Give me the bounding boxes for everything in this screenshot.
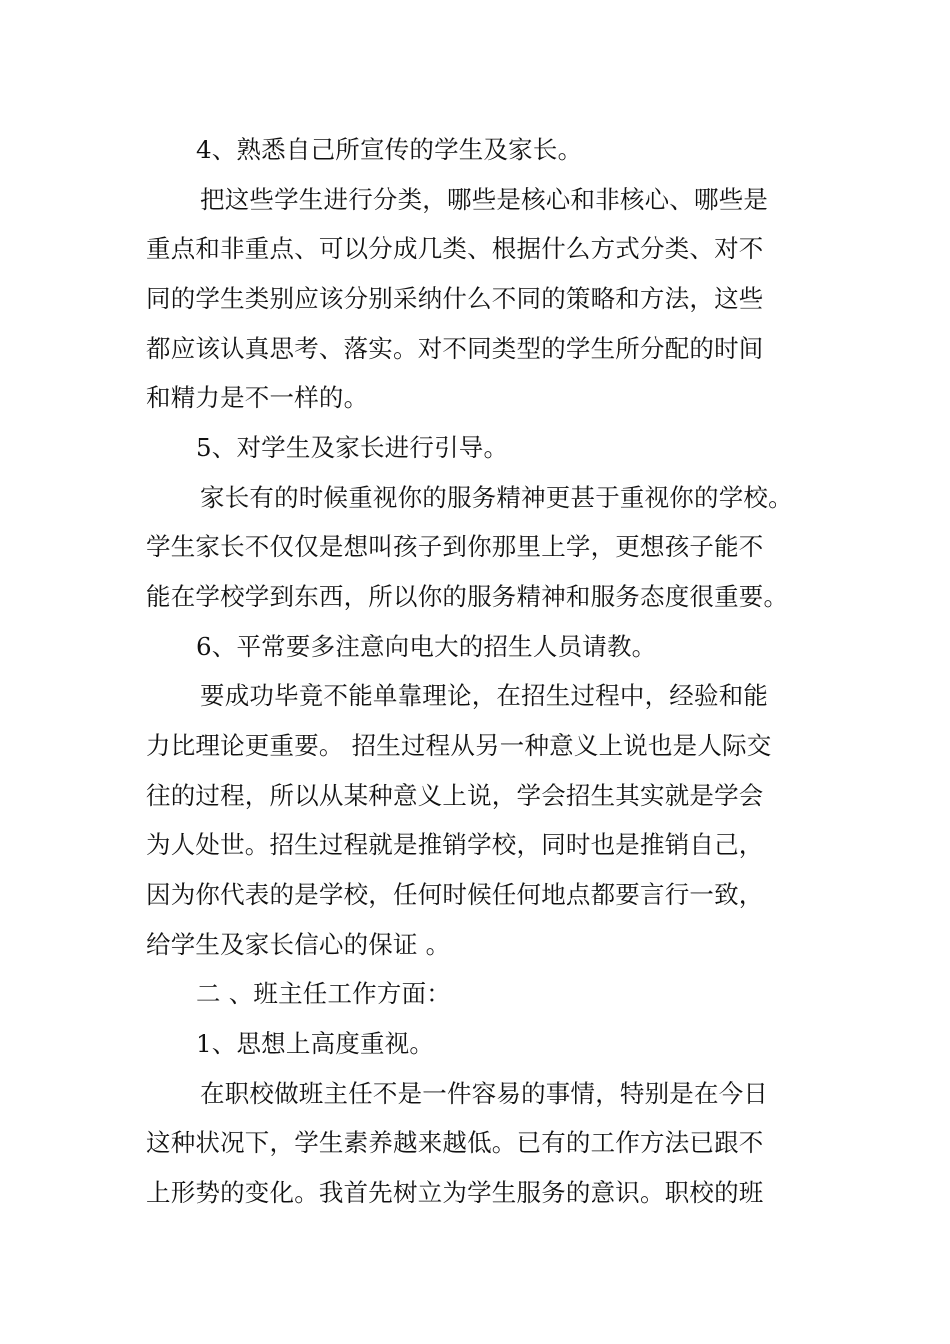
paragraph-line: 和精力是不一样的。 — [146, 383, 369, 412]
paragraph-line: 上形势的变化。我首先树立为学生服务的意识。职校的班 — [146, 1178, 764, 1207]
paragraph-line: 这种状况下，学生素养越来越低。已有的工作方法已跟不 — [146, 1128, 764, 1157]
heading-4: 4、熟悉自己所宣传的学生及家长。 — [196, 135, 583, 164]
heading-5: 5、对学生及家长进行引导。 — [196, 433, 509, 462]
paragraph-line: 在职校做班主任不是一件容易的事情，特别是在今日 — [200, 1079, 769, 1108]
paragraph-line: 学生家长不仅仅是想叫孩子到你那里上学，更想孩子能不 — [146, 532, 764, 561]
paragraph-line: 要成功毕竟不能单靠理论，在招生过程中，经验和能 — [200, 681, 769, 710]
paragraph-line: 同的学生类别应该分别采纳什么不同的策略和方法，这些 — [146, 284, 764, 313]
paragraph-line: 都应该认真思考、落实。对不同类型的学生所分配的时间 — [146, 334, 764, 363]
paragraph-line: 给学生及家长信心的保证 。 — [146, 930, 451, 959]
paragraph-line: 为人处世。招生过程就是推销学校，同时也是推销自己， — [146, 830, 764, 859]
paragraph-line: 因为你代表的是学校，任何时候任何地点都要言行一致， — [146, 880, 764, 909]
paragraph-line: 能在学校学到东西，所以你的服务精神和服务态度很重要。 — [146, 582, 789, 611]
heading-6: 6、平常要多注意向电大的招生人员请教。 — [196, 632, 657, 661]
heading-1: 1、思想上高度重视。 — [196, 1029, 435, 1058]
paragraph-line: 力比理论更重要。 招生过程从另一种意义上说也是人际交 — [146, 731, 772, 760]
paragraph-line: 往的过程，所以从某种意义上说，学会招生其实就是学会 — [146, 781, 764, 810]
paragraph-line: 把这些学生进行分类，哪些是核心和非核心、哪些是 — [200, 185, 769, 214]
paragraph-line: 重点和非重点、可以分成几类、根据什么方式分类、对不 — [146, 234, 764, 263]
section-heading: 二 、班主任工作方面： — [196, 979, 451, 1008]
paragraph-line: 家长有的时候重视你的服务精神更甚于重视你的学校。 — [200, 483, 793, 512]
